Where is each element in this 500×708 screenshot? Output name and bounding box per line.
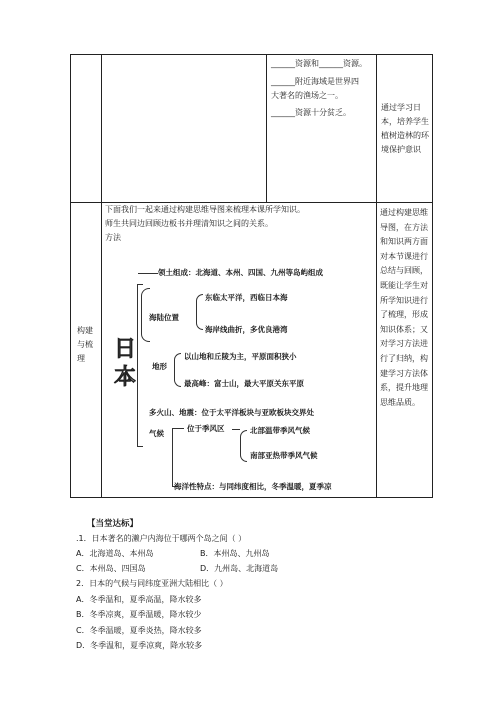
option: C．冬季温暖，夏季炎热，降水较多 [76,626,202,635]
teaching-intent-construct: 通过构建思维导图，在方法和知识两方面对本节课进行总结与回顾，既能让学生对所学知识进行了梳理，形成知识体系；又对学习方法进行了归纳，构建学习方法体系，提升地理思维品质。 [380,208,428,407]
branch-line [172,428,184,429]
question-stem: .1．日本著名的濑户内海位于哪两个岛之间（ ） [76,534,247,543]
option: D．冬季温和，夏季凉爽，降水较多 [76,641,203,650]
branch-line [232,429,240,430]
fill-line: ______资源和______资源。 [271,59,367,68]
monsoon-brace [240,430,247,462]
option: B．本州岛、九州岛 [200,549,270,558]
mindmap-terrain-item: 以山地和丘陵为主，平原面积狭小 [184,352,297,361]
trunk-cap [137,446,143,447]
intro-line: 师生共同边回顾边板书并理清知识之间的关系。 [105,219,273,228]
teaching-intent-top: 通过学习日本，培养学生植树造林的环境保护意识 [381,103,429,154]
location-sub-brace [196,294,203,330]
branch-line [138,273,158,274]
fill-line: 大著名的渔场之一。 [271,91,343,100]
mindmap-center: 日 本 [113,337,136,390]
quiz-title: 【当堂达标】 [87,519,139,529]
fill-line: ______资源十分贫乏。 [271,108,351,117]
trunk-cap [137,284,143,285]
terrain-brace [174,353,181,387]
intro-line: 方法 [105,233,121,242]
mindmap-volcano: 多火山、地震：位于太平洋板块与亚欧板块交界处 [149,408,314,417]
mindmap-monsoon-item: 南部亚热带季风气候 [250,451,318,460]
mindmap-monsoon: 位于季风区 [187,424,225,433]
mindmap-climate: 气候 [149,429,164,438]
row-label: 构建与梳理 [77,326,93,363]
mindmap-location-item: 海岸线曲折，多优良港湾 [205,325,288,334]
mindmap-marine: 海洋性特点：与同纬度相比，冬季温暖，夏季凉 [174,482,332,491]
mindmap-location-item: 东临太平洋，西临日本海 [205,293,288,302]
mindmap-terrain: 地形 [152,362,167,371]
intro-line: 下面我们一起来通过构建思维导图来梳理本课所学知识。 [105,205,305,214]
mindmap-terrain-item: 最高峰：富士山，最大平原关东平原 [184,379,304,388]
mindmap-territory: 领土组成：北海道、本州、四国、九州等岛屿组成 [158,268,323,277]
option: A．北海道岛、本州岛 [76,549,154,558]
climate-line [172,428,173,486]
trunk-line [137,284,138,446]
option: B．冬季凉爽，夏季温暖，降水较少 [76,610,202,619]
fill-line: ______附近海域是世界四 [271,77,359,86]
option: A．冬季温和，夏季高温，降水较多 [76,595,202,604]
mindmap-location: 海陆位置 [149,313,179,322]
question-stem: 2．日本的气候与同纬度亚洲大陆相比（ ） [76,579,228,588]
option: D．九州岛、北海道岛 [200,564,279,573]
option: C．本州岛、四国岛 [76,564,146,573]
mindmap-monsoon-item: 北部温带季风气候 [250,426,310,435]
